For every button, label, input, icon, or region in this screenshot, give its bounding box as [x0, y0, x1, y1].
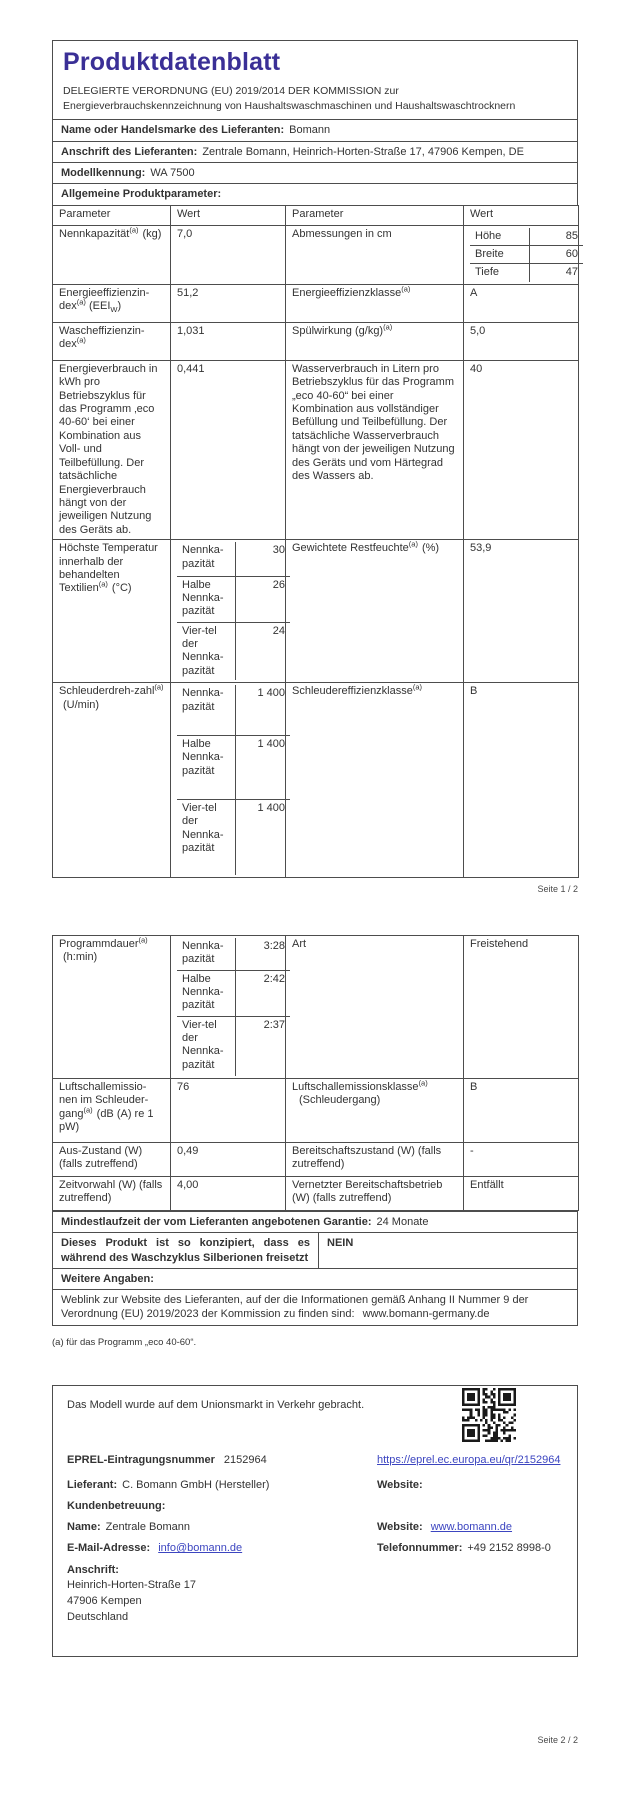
- eei-symbol-close: ): [117, 300, 122, 313]
- page-1: [52, 40, 578, 894]
- sub-row: [177, 970, 290, 1016]
- model-row: [52, 162, 578, 184]
- page-2-footer: Seite 2 / 2: [537, 1735, 578, 1745]
- sub-value: 1 400: [257, 801, 285, 814]
- wash-index-value-cell: 1,031: [171, 322, 286, 360]
- header-parameter-left: Parameter: [53, 205, 171, 225]
- delay-start-value-cell: 4,00: [171, 1177, 286, 1211]
- sub-value: 30: [235, 542, 290, 576]
- temperature-value-cell: [171, 540, 286, 683]
- warranty-label: Mindestlaufzeit der vom Lieferanten angebotenen Garantie:: [61, 1216, 372, 1228]
- silver-ions-value: NEIN: [327, 1237, 354, 1250]
- capacity-param-cell: [53, 225, 171, 284]
- dimension-row: [470, 228, 583, 246]
- eei-label: Energieeffizienzin-dex: [59, 286, 150, 313]
- temperature-label: Höchste Temperatur innerhalb der behandelten Textilien: [59, 542, 158, 595]
- noise-value-cell: 76: [171, 1079, 286, 1143]
- footnote-marker: (a): [383, 322, 393, 332]
- sub-label: Nennka-pazität: [177, 542, 235, 576]
- sub-value: 26: [235, 576, 290, 622]
- energy-consumption-value-cell: 0,441: [171, 360, 286, 539]
- eprel-value: 2152964: [223, 1454, 267, 1467]
- sub-value: 24: [272, 624, 285, 637]
- eei-param-cell: [53, 284, 171, 322]
- duration-param-cell: [53, 936, 171, 1079]
- customer-service-label: Kundenbetreuung:: [67, 1499, 166, 1512]
- footnote-marker: (a): [129, 224, 139, 234]
- footnote-marker: (a): [98, 579, 108, 589]
- eprel-label: EPREL-Eintragungsnummer: [67, 1454, 215, 1467]
- website2-label: Website:: [377, 1521, 423, 1534]
- temperature-unit: (°C): [111, 582, 132, 595]
- weblink-row: [52, 1289, 578, 1326]
- sub-label: Vier-tel der Nennka-pazität: [177, 622, 235, 680]
- service-name-row: [67, 1520, 563, 1534]
- sub-label: Halbe Nennka-pazität: [177, 576, 235, 622]
- footnote-marker: (a): [418, 1078, 428, 1088]
- sub-label: Halbe Nennka-pazität: [177, 735, 235, 799]
- sub-value: 1 400: [235, 735, 290, 799]
- email-phone-row: [67, 1541, 563, 1555]
- table-header-row: [53, 205, 579, 225]
- title-box: [52, 40, 578, 120]
- capacity-value-cell: 7,0: [171, 225, 286, 284]
- water-consumption-value-cell: 40: [464, 360, 579, 539]
- row-energy-efficiency: [53, 284, 579, 322]
- efficiency-class-param-cell: [286, 284, 464, 322]
- wash-index-label: Wascheffizienzin-dex: [59, 324, 145, 351]
- rinse-value-cell: 5,0: [464, 322, 579, 360]
- customer-service-header: [67, 1499, 563, 1513]
- eprel-number: [67, 1453, 377, 1467]
- header-wert-left: Wert: [171, 205, 286, 225]
- efficiency-class-value-cell: A: [464, 284, 579, 322]
- market-note: Das Modell wurde auf dem Unionsmarkt in Verkehr gebracht.: [67, 1399, 365, 1411]
- supplier-cell: [67, 1478, 377, 1492]
- footnote-marker: (a): [76, 335, 86, 345]
- silver-ions-label: Dieses Produkt ist so konzipiert, dass es während des Waschzyklus Silberionen freisetzt: [53, 1233, 319, 1268]
- duration-sub-table: [177, 938, 290, 1076]
- residual-moisture-label: Gewichtete Restfeuchte: [292, 542, 409, 555]
- regulation-line-2: Energieverbrauchskennzeichnung von Haushaltswaschmaschinen und Haushaltswaschtrocknern: [63, 100, 516, 113]
- row-max-temperature: [53, 540, 579, 683]
- sub-value: 2:42: [235, 970, 290, 1016]
- header-parameter-right: Parameter: [286, 205, 464, 225]
- row-programme-duration: [53, 936, 579, 1079]
- row-capacity-dimensions: [53, 225, 579, 284]
- phone-value: +49 2152 8998-0: [467, 1542, 551, 1555]
- delay-start-param-cell: Zeitvorwahl (W) (falls zutreffend): [53, 1177, 171, 1211]
- residual-moisture-value-cell: 53,9: [464, 540, 579, 683]
- phone-label: Telefonnummer:: [377, 1542, 463, 1555]
- dimension-value: 47: [565, 266, 578, 279]
- address-line: Heinrich-Horten-Straße 17: [67, 1579, 196, 1592]
- row-delay-start: [53, 1177, 579, 1211]
- sub-row: [177, 685, 290, 735]
- weblink-text: Weblink zur Website des Lieferanten, auf der die Informationen gemäß Anhang II Nummer 9 der Verordnung (EU) 2019/2023 der Kommission zu finden sind:: [61, 1294, 529, 1321]
- supplier-name-label: Name oder Handelsmarke des Lieferanten:: [61, 124, 285, 137]
- duration-label: Programmdauer: [59, 938, 139, 950]
- row-noise: [53, 1079, 579, 1143]
- noise-param-cell: [53, 1079, 171, 1143]
- parameter-table-page2: [52, 935, 579, 1211]
- sub-label: Vier-tel der Nennka-pazität: [177, 1016, 235, 1076]
- residual-moisture-param-cell: [286, 540, 464, 683]
- sub-label: Vier-tel der Nennka-pazität: [177, 799, 235, 875]
- sub-label: Nennka-pazität: [177, 685, 235, 735]
- footnote-marker: (a): [138, 935, 148, 945]
- qr-code: [462, 1388, 516, 1442]
- dimensions-value-cell: [464, 225, 579, 284]
- dimension-value: 60: [529, 246, 583, 264]
- service-name-label: Name:: [67, 1521, 101, 1534]
- general-parameters-label: Allgemeine Produktparameter:: [61, 188, 222, 201]
- website2-link[interactable]: www.bomann.de: [430, 1521, 513, 1534]
- eprel-link-cell: [377, 1453, 563, 1467]
- spin-speed-param-cell: [53, 683, 171, 878]
- regulation-text: [63, 84, 567, 114]
- wash-index-param-cell: [53, 322, 171, 360]
- spin-speed-sub-table: [177, 685, 290, 875]
- website-label: Website:: [377, 1478, 423, 1491]
- sub-row: [177, 542, 290, 576]
- general-parameters-header: [52, 183, 578, 205]
- noise-label: Luftschallemissio-nen im Schleuder-gang: [59, 1081, 149, 1120]
- duration-value-cell: [171, 936, 286, 1079]
- footnote-marker: (a): [76, 297, 86, 307]
- dimension-label: Höhe: [470, 228, 529, 246]
- more-info-header: [52, 1268, 578, 1290]
- capacity-unit: (kg): [142, 227, 162, 240]
- supplier-label: Lieferant:: [67, 1478, 118, 1491]
- residual-moisture-unit: (%): [421, 542, 440, 555]
- email-label: E-Mail-Adresse:: [67, 1542, 151, 1555]
- networked-standby-param-cell: Vernetzter Bereitschaftsbetrieb (W) (falls zutreffend): [286, 1177, 464, 1211]
- sub-value: 1 400: [235, 685, 290, 735]
- model-value: WA 7500: [150, 167, 195, 180]
- page-1-footer: Seite 1 / 2: [537, 884, 578, 895]
- silver-ions-row: [52, 1232, 578, 1269]
- regulation-line-1: DELEGIERTE VERORDNUNG (EU) 2019/2014 DER KOMMISSION zur: [63, 85, 399, 97]
- sub-row: [177, 799, 290, 875]
- row-energy-water-consumption: [53, 360, 579, 539]
- service-name-value: Zentrale Bomann: [105, 1521, 191, 1534]
- rinse-label: Spülwirkung (g/kg): [292, 324, 384, 337]
- dimensions-sub-table: [470, 228, 583, 282]
- more-info-label: Weitere Angaben:: [61, 1272, 154, 1285]
- water-consumption-param-cell: Wasserverbrauch in Litern pro Betriebszyklus für das Programm „eco 40-60“ bei einer Kombination aus vollständiger Befüllung und Teilbefüllung. Der tatsächliche Wasserverbrauch hängt von der jeweiligen Nutzung des Geräts und vom Härtegrad des Wassers ab.: [286, 360, 464, 539]
- standby-param-cell: Bereitschaftszustand (W) (falls zutreffend): [286, 1143, 464, 1177]
- sub-row: [177, 735, 290, 799]
- eei-symbol-open: (EEI: [88, 300, 111, 313]
- email-link[interactable]: info@bomann.de: [158, 1542, 243, 1555]
- type-value-cell: Freistehend: [464, 936, 579, 1079]
- eei-value-cell: 51,2: [171, 284, 286, 322]
- address-label: Anschrift:: [67, 1563, 119, 1576]
- supplier-address-value: Zentrale Bomann, Heinrich-Horten-Straße 17, 47906 Kempen, DE: [202, 145, 524, 158]
- sub-row: [177, 1016, 290, 1076]
- type-param-cell: Art: [286, 936, 464, 1079]
- page-title: Produktdatenblatt: [63, 48, 281, 76]
- noise-class-value-cell: B: [464, 1079, 579, 1143]
- model-label: Modellkennung:: [61, 167, 146, 180]
- standby-value-cell: -: [464, 1143, 579, 1177]
- sub-label: Nennka-pazität: [177, 938, 235, 970]
- supplier-address-label: Anschrift des Lieferanten:: [61, 145, 198, 158]
- sub-value: 2:37: [263, 1018, 285, 1031]
- dimension-label: Tiefe: [470, 264, 529, 282]
- spin-class-param-cell: [286, 683, 464, 878]
- duration-unit: (h:min): [63, 951, 98, 964]
- supplier-name-row: [52, 119, 578, 141]
- dimensions-param-cell: Abmessungen in cm: [286, 225, 464, 284]
- spin-speed-unit: (U/min): [63, 698, 100, 711]
- off-mode-value-cell: 0,49: [171, 1143, 286, 1177]
- off-mode-param-cell: Aus-Zustand (W) (falls zutreffend): [53, 1143, 171, 1177]
- temperature-sub-table: [177, 542, 290, 680]
- footnote-marker: (a): [83, 1105, 93, 1115]
- capacity-label: Nennkapazität: [59, 227, 130, 240]
- email-cell: [67, 1541, 377, 1555]
- row-wash-efficiency: [53, 322, 579, 360]
- dimension-row: [470, 264, 583, 282]
- footnote-marker: (a): [401, 284, 411, 294]
- row-spin-speed: [53, 683, 579, 878]
- header-wert-right: Wert: [464, 205, 579, 225]
- eprel-link[interactable]: https://eprel.ec.europa.eu/qr/2152964: [377, 1454, 561, 1467]
- footnote-marker: (a): [154, 682, 164, 692]
- eprel-row: [67, 1453, 563, 1467]
- supplier-name-value: Bomann: [289, 124, 331, 137]
- spin-speed-label: Schleuderdreh-zahl: [59, 685, 155, 698]
- address-line: 47906 Kempen: [67, 1595, 142, 1607]
- warranty-value: 24 Monate: [376, 1216, 429, 1228]
- website2-cell: [377, 1520, 563, 1534]
- footnote-marker: (a): [412, 682, 423, 692]
- sub-value: 3:28: [235, 938, 290, 970]
- spin-speed-value-cell: [171, 683, 286, 878]
- supplier-row: [67, 1478, 563, 1492]
- noise-class-label: Luftschallemissionsklasse: [292, 1081, 419, 1093]
- eei-symbol-sub: W: [110, 305, 118, 315]
- postal-address: [67, 1563, 563, 1625]
- noise-class-param-cell: [286, 1079, 464, 1143]
- spin-class-value-cell: B: [464, 683, 579, 878]
- supplier-value: C. Bomann GmbH (Hersteller): [122, 1478, 270, 1491]
- website-cell: [377, 1478, 563, 1492]
- spin-class-label: Schleudereffizienzklasse: [292, 685, 413, 698]
- table-footnote: (a) für das Programm „eco 40-60“.: [52, 1336, 197, 1348]
- parameter-table-page1: [52, 205, 579, 879]
- page-2: [52, 935, 578, 1348]
- sub-row: [177, 622, 290, 680]
- supplier-address-row: [52, 141, 578, 163]
- market-info-box: [52, 1385, 578, 1657]
- dimension-label: Breite: [470, 246, 529, 264]
- rinse-param-cell: [286, 322, 464, 360]
- footnote-marker: (a): [408, 539, 418, 549]
- noise-unit: (dB (A) re 1 pW): [59, 1107, 154, 1134]
- sub-row: [177, 938, 290, 970]
- dimension-value: 85: [529, 228, 583, 246]
- weblink-url: www.bomann-germany.de: [362, 1308, 490, 1321]
- service-name-cell: [67, 1520, 377, 1534]
- noise-class-sub-label: (Schleudergang): [299, 1094, 381, 1107]
- row-off-mode: [53, 1143, 579, 1177]
- sub-row: [177, 576, 290, 622]
- phone-cell: [377, 1541, 563, 1555]
- efficiency-class-label: Energieeffizienzklasse: [292, 286, 402, 299]
- warranty-row: [52, 1211, 578, 1233]
- address-line: Deutschland: [67, 1610, 129, 1623]
- dimension-row: [470, 246, 583, 264]
- temperature-param-cell: [53, 540, 171, 683]
- networked-standby-value-cell: Entfällt: [464, 1177, 579, 1211]
- sub-label: Halbe Nennka-pazität: [177, 970, 235, 1016]
- energy-consumption-param-cell: Energieverbrauch in kWh pro Betriebszyklus für das Programm ‚eco 40-60‘ bei einer Kombination aus Voll- und Teilbefüllung. Der tatsächliche Energieverbrauch hängt von der jeweiligen Nutzung des Geräts ab.: [53, 360, 171, 539]
